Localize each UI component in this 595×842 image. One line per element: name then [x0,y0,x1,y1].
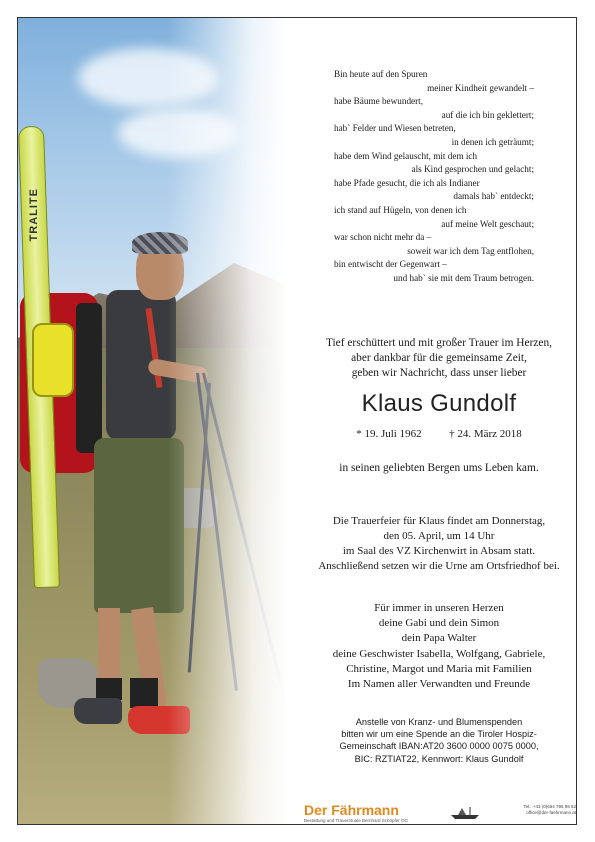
boat-icon [450,806,480,820]
donation-note [304,716,574,765]
hiker-shoe [74,698,122,724]
poem-line: auf die ich bin geklettert; [441,109,534,120]
deceased-name: Klaus Gundolf [361,390,517,417]
service-line: Anschließend setzen wir die Urne am Ortsfriedhof bei. [318,560,560,572]
poem-line: in denen ich geträumt; [451,136,534,147]
intro-text [304,336,574,381]
donation-line: Gemeinschaft IBAN:AT20 3600 0000 0075 0000, [339,741,539,752]
poem-line: habe Bäume bewundert, [334,96,424,107]
service-line: im Saal des VZ Kirchenwirt in Absam statt. [342,545,536,557]
poem-line: Bin heute auf den Spuren [334,69,428,79]
mourners-line: Christine, Margot und Maria mit Familien [346,662,532,675]
poem-line: soweit war ich dem Tag entflohen, [407,245,534,256]
poem-line: habe Pfade gesucht, die ich als Indianer [334,177,480,188]
photo-fade [168,18,288,824]
life-dates [304,428,574,440]
service-line: den 05. April, um 14 Uhr [383,530,495,542]
poem-line: meiner Kindheit gewandelt – [427,82,534,93]
obituary-card [17,17,577,825]
funeral-service-info [304,514,574,574]
contact-line: Tel.: +43 (0)664 795 99 62 [523,804,576,809]
service-line: Die Trauerfeier für Klaus findet am Donnerstag, [332,515,546,527]
funeral-home-logo: Der Fährmann [304,802,399,818]
donation-line: bitten wir um eine Spende an die Tiroler Hospiz- [341,729,537,740]
intro-line: Tief erschüttert und mit großer Trauer im Herzen, [325,337,553,349]
mourners-line: Im Namen aller Verwandten und Freunde [347,678,531,691]
contact-line: office@der-faehrmann.at [526,810,576,815]
backpack-strap [76,303,102,453]
birth-date: * 19. Juli 1962 [356,428,422,440]
donation-line: BIC: RZTIAT22, Kennwort: Klaus Gundolf [354,753,524,764]
intro-line: aber dankbar für die gemeinsame Zeit, [351,352,527,364]
mourners-line: deine Gabi und dein Simon [378,617,500,630]
poem-line: und hab` sie mit dem Traum betrogen. [393,272,534,283]
mourners-list [304,601,574,692]
hiker-sock [130,678,158,708]
poem-line: auf meine Welt geschaut; [441,218,534,229]
poem-line: hab` Felder und Wiesen betreten, [334,123,456,134]
ski-label: TRALITE [28,188,40,242]
poem-line: bin entwischt der Gegenwart – [334,259,447,270]
death-circumstance: in seinen geliebten Bergen ums Leben kam. [339,462,539,474]
poem-line: ich stand auf Hügeln, von denen ich [334,204,467,215]
funeral-home-contact [494,804,576,816]
portrait-photo [18,18,288,824]
donation-line: Anstelle von Kranz- und Blumenspenden [355,717,523,727]
intro-line: geben wir Nachricht, dass unser lieber [351,367,527,379]
mourners-line: Für immer in unseren Herzen [374,602,504,614]
mourners-line: deine Geschwister Isabella, Wolfgang, Gabriele, [332,647,546,660]
poem-line: damals hab` entdeckt; [453,191,534,202]
poem-line: als Kind gesprochen und gelacht; [411,164,534,175]
poem-line: war schon nicht mehr da – [334,232,432,243]
funeral-home-subtitle: Bestattung und Trauerrituale Bernhard Schöpfer OG [304,818,409,823]
poem [334,68,534,286]
death-date: † 24. März 2018 [449,428,522,440]
funeral-home-footer [298,802,577,825]
mourners-line: dein Papa Walter [401,632,477,645]
ski-boot [32,323,74,397]
hiker-sock [96,678,122,700]
poem-line: habe dem Wind gelauscht, mit dem ich [334,150,478,161]
